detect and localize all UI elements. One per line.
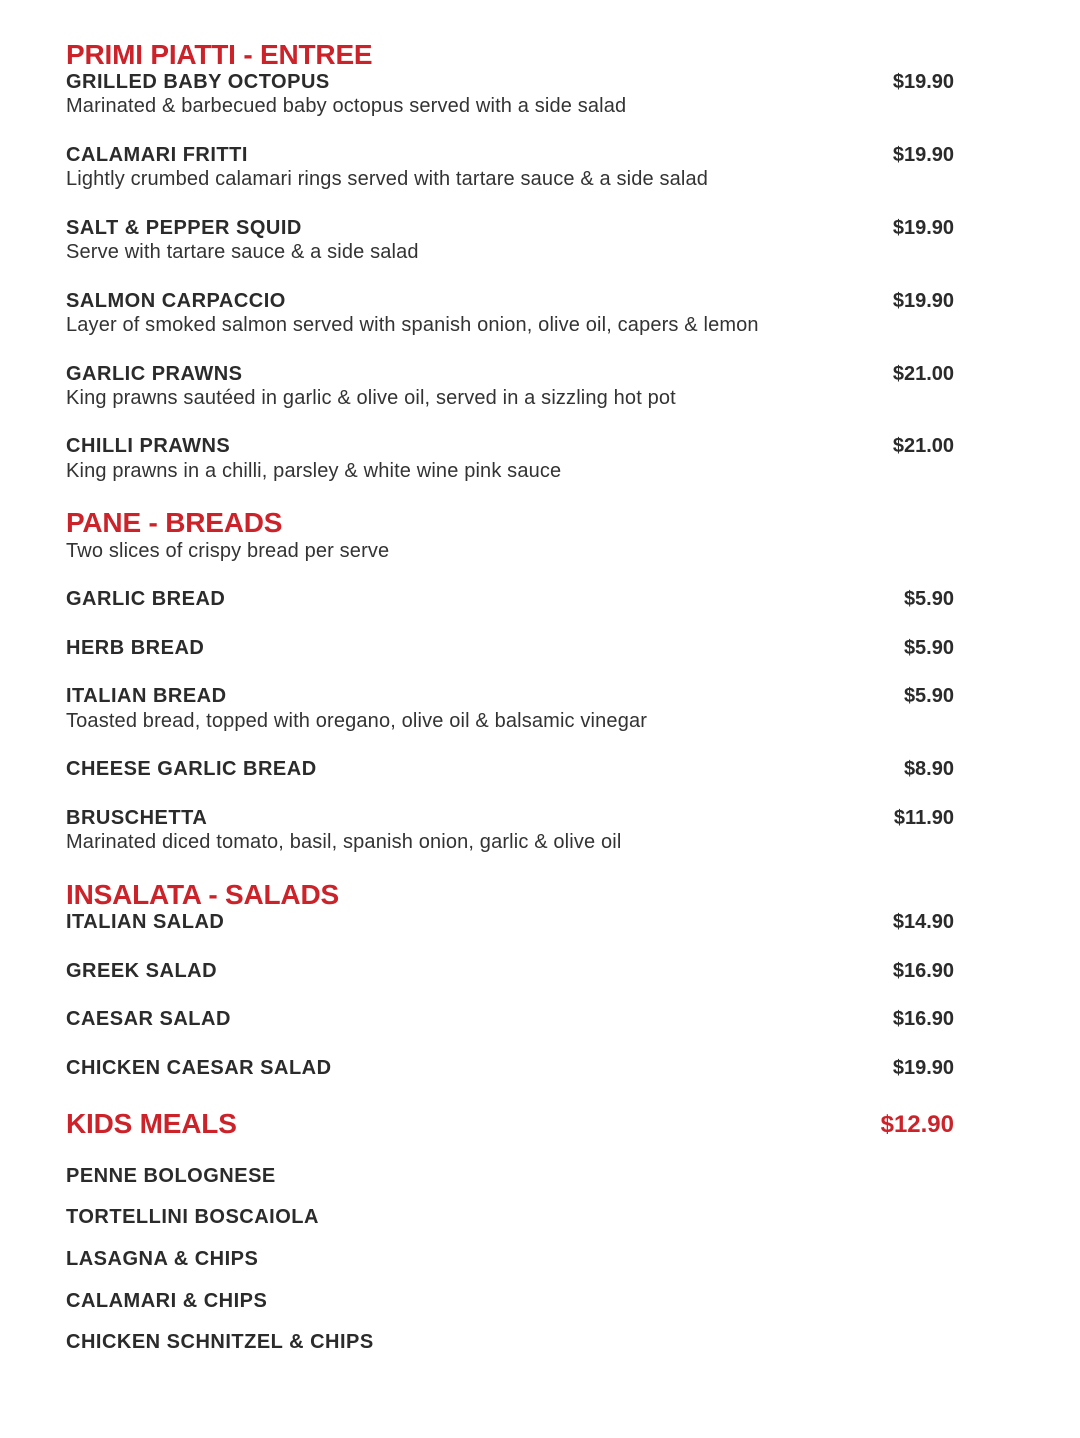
section-subtitle: Two slices of crispy bread per serve xyxy=(66,540,390,562)
item-price: $19.90 xyxy=(892,290,954,312)
item-price: $19.90 xyxy=(892,71,954,93)
item-price: $21.00 xyxy=(892,435,954,457)
item-description: Serve with tartare sauce & a side salad xyxy=(66,241,419,263)
item-name: GARLIC BREAD xyxy=(66,588,226,610)
item-description: Marinated diced tomato, basil, spanish onion, garlic & olive oil xyxy=(66,831,622,853)
item-description: Layer of smoked salmon served with spanish onion, olive oil, capers & lemon xyxy=(66,314,759,336)
item-description: King prawns in a chilli, parsley & white wine pink sauce xyxy=(66,460,562,482)
item-name: CHILLI PRAWNS xyxy=(66,435,231,457)
item-price: $16.90 xyxy=(892,1008,954,1030)
section-title-breads: PANE - BREADS xyxy=(66,507,283,538)
item-name: HERB BREAD xyxy=(66,637,205,659)
item-name: CALAMARI FRITTI xyxy=(66,144,248,166)
item-price: $8.90 xyxy=(903,758,954,780)
section-title-salads: INSALATA - SALADS xyxy=(66,879,339,910)
item-price: $14.90 xyxy=(892,911,954,933)
section-title-entree: PRIMI PIATTI - ENTREE xyxy=(66,39,373,70)
item-description: Marinated & barbecued baby octopus served with a side salad xyxy=(66,95,627,117)
item-name: BRUSCHETTA xyxy=(66,807,208,829)
item-name: CHEESE GARLIC BREAD xyxy=(66,758,317,780)
item-name: CALAMARI & CHIPS xyxy=(66,1290,268,1312)
item-name: CAESAR SALAD xyxy=(66,1008,231,1030)
item-name: GREEK SALAD xyxy=(66,960,218,982)
item-name: GRILLED BABY OCTOPUS xyxy=(66,71,330,93)
item-description: Lightly crumbed calamari rings served with tartare sauce & a side salad xyxy=(66,168,709,190)
item-price: $5.90 xyxy=(903,588,954,610)
item-price: $5.90 xyxy=(903,637,954,659)
item-price: $5.90 xyxy=(903,685,954,707)
item-description: Toasted bread, topped with oregano, olive oil & balsamic vinegar xyxy=(66,710,648,732)
item-price: $11.90 xyxy=(893,807,954,829)
item-name: SALT & PEPPER SQUID xyxy=(66,217,302,239)
item-description: King prawns sautéed in garlic & olive oil, served in a sizzling hot pot xyxy=(66,387,676,409)
item-name: ITALIAN SALAD xyxy=(66,911,225,933)
item-name: LASAGNA & CHIPS xyxy=(66,1248,259,1270)
item-price: $21.00 xyxy=(892,363,954,385)
item-name: CHICKEN CAESAR SALAD xyxy=(66,1057,332,1079)
section-title-kids: KIDS MEALS xyxy=(66,1108,237,1139)
item-name: ITALIAN BREAD xyxy=(66,685,227,707)
item-name: SALMON CARPACCIO xyxy=(66,290,286,312)
item-name: PENNE BOLOGNESE xyxy=(66,1165,276,1187)
item-name: CHICKEN SCHNITZEL & CHIPS xyxy=(66,1331,374,1353)
item-name: TORTELLINI BOSCAIOLA xyxy=(66,1206,319,1228)
item-price: $16.90 xyxy=(892,960,954,982)
item-price: $19.90 xyxy=(892,217,954,239)
menu-page xyxy=(66,0,956,1438)
item-name: GARLIC PRAWNS xyxy=(66,363,243,385)
item-price: $19.90 xyxy=(892,1057,954,1079)
item-price: $19.90 xyxy=(892,144,954,166)
kids-meals-price: $12.90 xyxy=(880,1111,954,1138)
